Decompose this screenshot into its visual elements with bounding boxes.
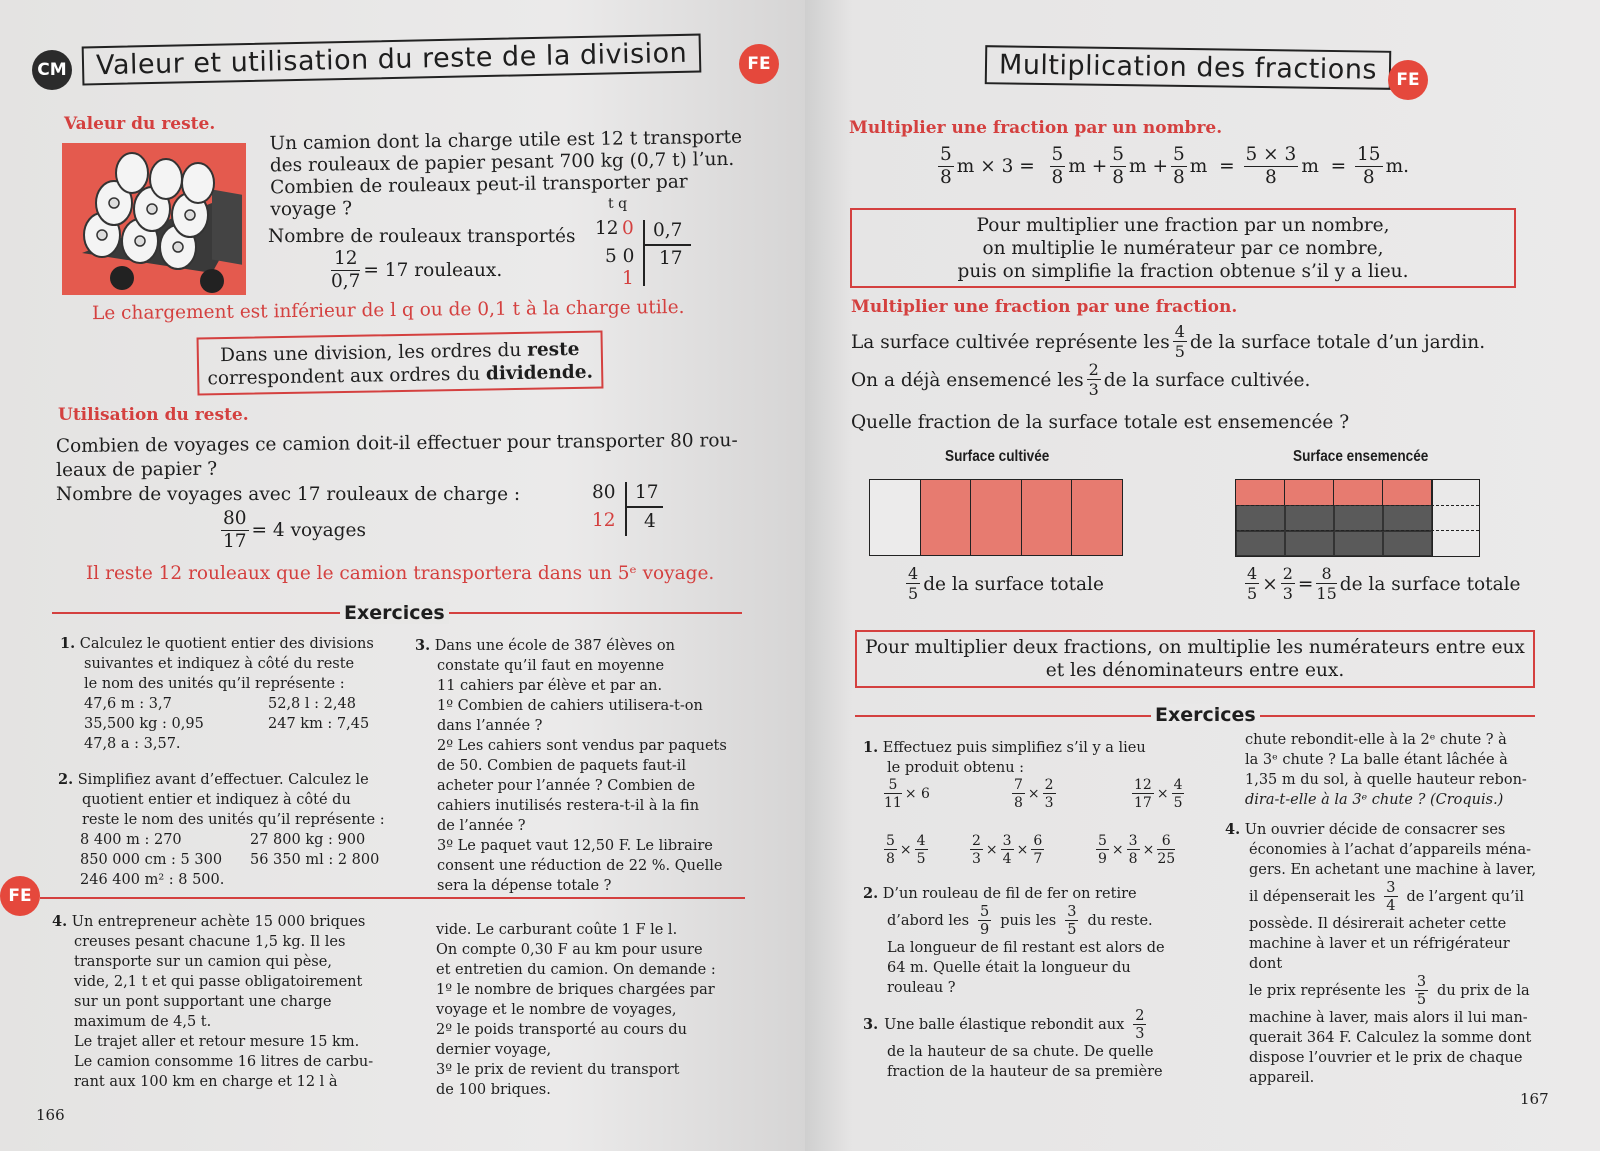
exercises-heading-left: Exercices [340, 602, 449, 624]
problem1-text: Un camion dont la charge utile est 12 t transporte des rouleaux de papier pesant 700 kg (0,7 t) l’un. Combien de rouleaux peut-il transporter par voyage ? [269, 126, 743, 221]
tq-label: t q [608, 196, 628, 212]
exercises-heading-right: Exercices [1151, 704, 1260, 726]
exercise-1-right: 1. Effectuez puis simplifiez s’il y a lieu le produit obtenu : [863, 739, 1146, 776]
exercise-4-right: 4. Un ouvrier décide de consacrer ses économies à l’achat d’appareils ména- gers. En achetant une machine à laver, il dépenserait les $\frac{3}{4}$ de l’argent qu’il possède. Il désirerait acheter cette machine à laver et un réfrigérateur dont le prix représente les $\frac{3}{5}$ du prix de la machine à laver, mais alors il lui man- querait 364 F. Calculez la somme dont dispose l’ouvrier et le prix de chaque appareil. [1225, 821, 1537, 1086]
caption-cultivated: $\frac{4}{5}$ de la surface totale [908, 564, 1104, 603]
conclusion: Il reste 12 rouleaux que le camion transportera dans un 5ᵉ voyage. [86, 563, 715, 584]
truck-icon [62, 143, 246, 295]
diagram-cultivated [869, 479, 1123, 556]
page-number-right: 167 [1520, 1090, 1549, 1108]
rule-box-fraction-number: Pour multiplier une fraction par un nombre, on multiplie le numérateur par ce nombre, puis on simplifie la fraction obtenue s’il y a lieu. [850, 208, 1516, 288]
right-page [805, 0, 1600, 1151]
caption-sown: $\frac{4}{5}$ × $\frac{2}{3}$ = $\frac{8}{15}$ de la surface totale [1247, 564, 1521, 603]
section-heading-fraction-fraction: Multiplier une fraction par une fraction. [851, 297, 1238, 317]
rule-box-fraction-fraction: Pour multiplier deux fractions, on multiplie les numérateurs entre eux et les dénominateurs entre eux. [855, 630, 1535, 688]
exercise-3-right: 3. Une balle élastique rebondit aux $\frac{2}{3}$ de la hauteur de sa chute. De quelle fraction de la hauteur de sa première [863, 1007, 1163, 1080]
paragraph-sown: On a déjà ensemencé les $\frac{2}{3}$ de la surface cultivée. [851, 360, 1311, 399]
division-2: 80 12 17 4 [590, 480, 690, 540]
exercise-2-right: 2. D’un rouleau de fil de fer on retire d’abord les $\frac{5}{9}$ puis les $\frac{3}{5}$ du reste. La longueur de fil restant est alors de 64 m. Quelle était la longueur du rouleau ? [863, 885, 1165, 996]
exercise-4-left-col1: 4. Un entrepreneur achète 15 000 briques creuses pesant chacune 1,5 kg. Il les transporte sur un camion qui pèse, vide, 2,1 t et qui passe obligatoirement sur un pont supportant une charge maximum de 4,5 t. Le trajet aller et retour mesure 15 km. Le camion consomme 16 litres de carbu- rant aux 100 km en charge et 12 l à [52, 913, 374, 1090]
truck-illustration [62, 143, 246, 295]
page-title-right: Multiplication des fractions [985, 45, 1392, 90]
exercise-4-left-col2: vide. Le carburant coûte 1 F le l. On compte 0,30 F au km pour usure et entretien du camion. On demande : 1º le nombre de briques chargées par voyage et le nombre de voyages, 2º le poids transporté au cours du dernier voyage, 3º le prix de revient du transport de 100 briques. [436, 922, 716, 1098]
equation-fraction-times-number: $\frac{5}{8}$ m × 3 = $\frac{5}{8}$ m + $\frac{5}{8}$ m + $\frac{5}{8}$ m = $\frac{5 \times 3}{8}$ m = $\frac{15}{8}$ m. [940, 144, 1410, 188]
question-fraction: Quelle fraction de la surface totale est ensemencée ? [851, 412, 1350, 433]
cm-badge: CM [32, 50, 72, 90]
section-heading-utilisation: Utilisation du reste. [58, 405, 249, 425]
rule-box-remainder: Dans une division, les ordres du reste correspondent aux ordres du dividende. [197, 330, 604, 395]
diagram-label-sown: Surface ensemencée [1293, 448, 1429, 465]
exercise-3-right-cont: chute rebondit-elle à la 2ᵉ chute ? à la 3ᵉ chute ? La balle étant lâchée à 1,35 m du sol, à quelle hauteur rebon- dira-t-elle à la 3ᵉ chute ? (Croquis.) [1245, 732, 1527, 808]
exercise-2-left: 2. Simplifiez avant d’effectuer. Calculez le quotient entier et indiquez à côté du reste le nom des unités qu’il représente : 8 400 m : 270 27 800 kg : 900 850 000 cm : 5 300 56 350 ml : 2 800 246 400 m² : 8 500. [58, 771, 385, 888]
section-heading-valeur: Valeur du reste. [64, 114, 216, 134]
rolls-label: Nombre de rouleaux transportés [268, 226, 576, 247]
fe-side-badge: FE [0, 876, 40, 916]
fraction-rolls: $\frac{12}{0,7}$ = 17 rouleaux. [331, 248, 503, 292]
page-number-left: 166 [36, 1106, 65, 1124]
page-title: Valeur et utilisation du reste de la division [82, 34, 702, 86]
division-1: 12 0 5 0 1 0,7 17 [595, 218, 695, 288]
diagram-label-cultivated: Surface cultivée [945, 448, 1050, 465]
section-heading-fraction-number: Multiplier une fraction par un nombre. [849, 118, 1223, 138]
diagram-sown [1235, 479, 1480, 557]
red-statement: Le chargement est inférieur de l q ou de 0,1 t à la charge utile. [91, 296, 685, 325]
problem2-text: Combien de voyages ce camion doit-il effectuer pour transporter 80 rou- leaux de papier ? [55, 430, 738, 482]
fe-badge-right: FE [1388, 60, 1428, 100]
exercise-3-left: 3. Dans une école de 387 élèves on constate qu’il faut en moyenne 11 cahiers par élève et par an. 1º Combien de cahiers utilisera-t-on dans l’année ? 2º Les cahiers sont vendus par paquets de 50. Combien de paquets faut-il acheter pour l’année ? Combien de cahiers inutilisés restera-t-il à la fin de l’année ? 3º Le paquet vaut 12,50 F. Le libraire consent une réduction de 22 %. Quelle sera la dépense totale ? [415, 637, 727, 894]
paragraph-surface: La surface cultivée représente les $\frac{4}{5}$ de la surface totale d’un jardin. [851, 322, 1486, 361]
trips-label: Nombre de voyages avec 17 rouleaux de charge : [56, 484, 521, 505]
fraction-trips: $\frac{80}{17}$ = 4 voyages [223, 508, 366, 552]
exercise-1-expressions: $\frac{5}{11}$ × 6 $\frac{7}{8}$ × $\frac{2}{3}$ $\frac{12}{17}$ × $\frac{4}{5}$ $\frac{5}{8}$ × $\frac{4}{5}$ $\frac{2}{3}$ × $\frac{3}{4}$ × $\frac{6}{7}$ $\frac{5}{9}$ × $\frac{3}{8}$ × $\frac{6}{25}$ [884, 777, 1183, 867]
fe-badge: FE [739, 44, 779, 84]
exercise-1-left: 1. Calculez le quotient entier des divisions suivantes et indiquez à côté du reste le nom des unités qu’il représente : 47,6 m : 3,7 52,8 l : 2,48 35,500 kg : 0,95 247 km : 7,45 47,8 a : 3,57. [60, 635, 374, 752]
